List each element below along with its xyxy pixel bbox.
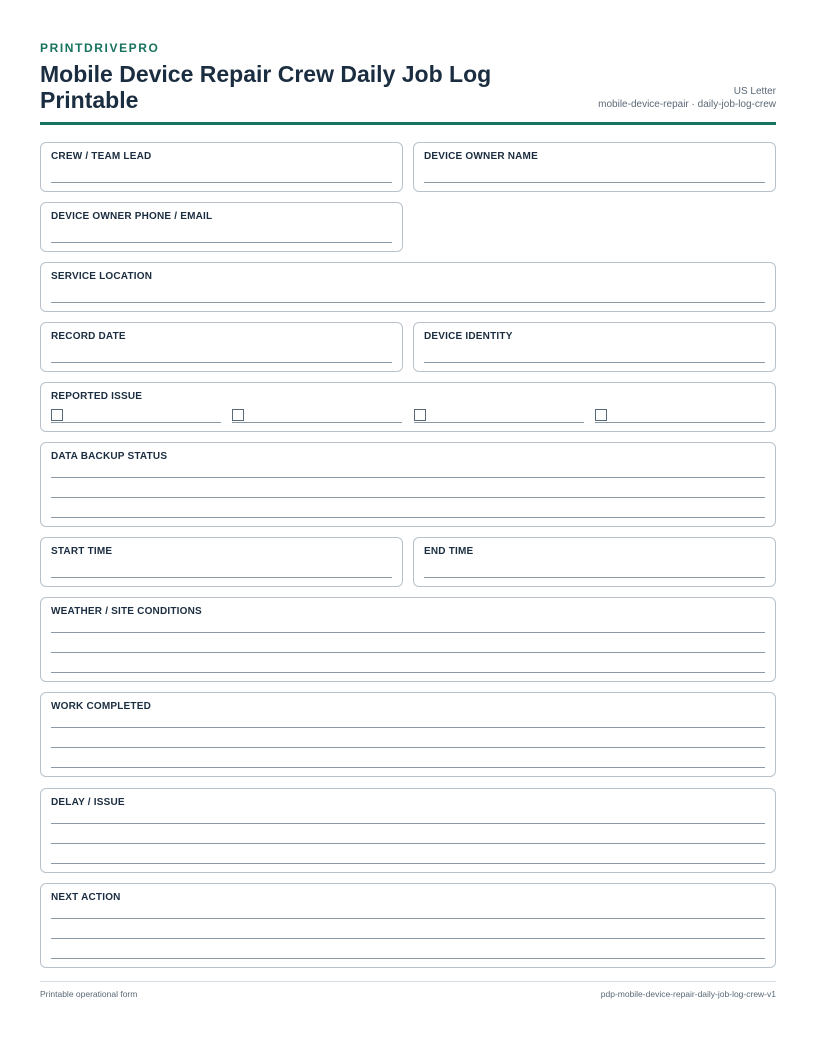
paper-size: US Letter — [733, 86, 776, 97]
device-owner-contact-label: DEVICE OWNER PHONE / EMAIL — [51, 211, 213, 222]
data-backup-status-field — [40, 442, 776, 527]
record-date-label: RECORD DATE — [51, 331, 126, 342]
service-location-input-line[interactable] — [51, 302, 765, 303]
start-time-label: START TIME — [51, 546, 113, 557]
delay-issue-line-1[interactable] — [51, 823, 765, 824]
end-time-label: END TIME — [424, 546, 474, 557]
device-owner-contact-input-line[interactable] — [51, 242, 392, 243]
data-backup-status-label: DATA BACKUP STATUS — [51, 451, 168, 462]
data-backup-status-line-1[interactable] — [51, 477, 765, 478]
work-completed-line-3[interactable] — [51, 767, 765, 768]
crew-team-lead-label: CREW / TEAM LEAD — [51, 151, 152, 162]
next-action-line-3[interactable] — [51, 958, 765, 959]
record-date-field — [40, 322, 403, 372]
reported-issue-option-line-4[interactable] — [595, 422, 765, 423]
reported-issue-option-line-1[interactable] — [51, 422, 221, 423]
device-owner-name-input-line[interactable] — [424, 182, 765, 183]
end-time-field — [413, 537, 776, 587]
delay-issue-line-2[interactable] — [51, 843, 765, 844]
record-date-input-line[interactable] — [51, 362, 392, 363]
device-identity-field — [413, 322, 776, 372]
work-completed-label: WORK COMPLETED — [51, 701, 152, 712]
weather-site-conditions-field — [40, 597, 776, 682]
crew-team-lead-input-line[interactable] — [51, 182, 392, 183]
weather-site-conditions-line-1[interactable] — [51, 632, 765, 633]
reported-issue-checkbox-3[interactable] — [414, 409, 426, 421]
reported-issue-option-line-3[interactable] — [414, 422, 584, 423]
next-action-label: NEXT ACTION — [51, 892, 121, 903]
weather-site-conditions-label: WEATHER / SITE CONDITIONS — [51, 606, 202, 617]
reported-issue-option-line-2[interactable] — [232, 422, 402, 423]
end-time-input-line[interactable] — [424, 577, 765, 578]
footer-divider — [40, 981, 776, 982]
weather-site-conditions-line-2[interactable] — [51, 652, 765, 653]
weather-site-conditions-line-3[interactable] — [51, 672, 765, 673]
next-action-field — [40, 883, 776, 968]
work-completed-line-1[interactable] — [51, 727, 765, 728]
data-backup-status-line-3[interactable] — [51, 517, 765, 518]
crew-team-lead-field — [40, 142, 403, 192]
brand-name: PRINTDRIVEPRO — [40, 41, 160, 55]
reported-issue-label: REPORTED ISSUE — [51, 391, 143, 402]
data-backup-status-line-2[interactable] — [51, 497, 765, 498]
next-action-line-1[interactable] — [51, 918, 765, 919]
page-title: Mobile Device Repair Crew Daily Job Log Printable — [40, 61, 492, 113]
start-time-field — [40, 537, 403, 587]
reported-issue-checkbox-4[interactable] — [595, 409, 607, 421]
delay-issue-line-3[interactable] — [51, 863, 765, 864]
service-location-label: SERVICE LOCATION — [51, 271, 153, 282]
next-action-line-2[interactable] — [51, 938, 765, 939]
reported-issue-field — [40, 382, 776, 432]
device-identity-label: DEVICE IDENTITY — [424, 331, 513, 342]
document-meta — [598, 85, 776, 111]
work-completed-line-2[interactable] — [51, 747, 765, 748]
header-divider — [40, 122, 776, 125]
start-time-input-line[interactable] — [51, 577, 392, 578]
reported-issue-checkbox-1[interactable] — [51, 409, 63, 421]
delay-issue-field — [40, 788, 776, 873]
work-completed-field — [40, 692, 776, 777]
reported-issue-checkbox-2[interactable] — [232, 409, 244, 421]
service-location-field — [40, 262, 776, 312]
device-identity-input-line[interactable] — [424, 362, 765, 363]
footer-description: Printable operational form — [40, 989, 138, 999]
device-owner-name-label: DEVICE OWNER NAME — [424, 151, 538, 162]
footer-form-id: pdp-mobile-device-repair-daily-job-log-crew-v1 — [600, 989, 776, 999]
device-owner-contact-field — [40, 202, 403, 252]
device-owner-name-field — [413, 142, 776, 192]
delay-issue-label: DELAY / ISSUE — [51, 797, 125, 808]
document-slug: mobile-device-repair · daily-job-log-crew — [598, 99, 776, 110]
